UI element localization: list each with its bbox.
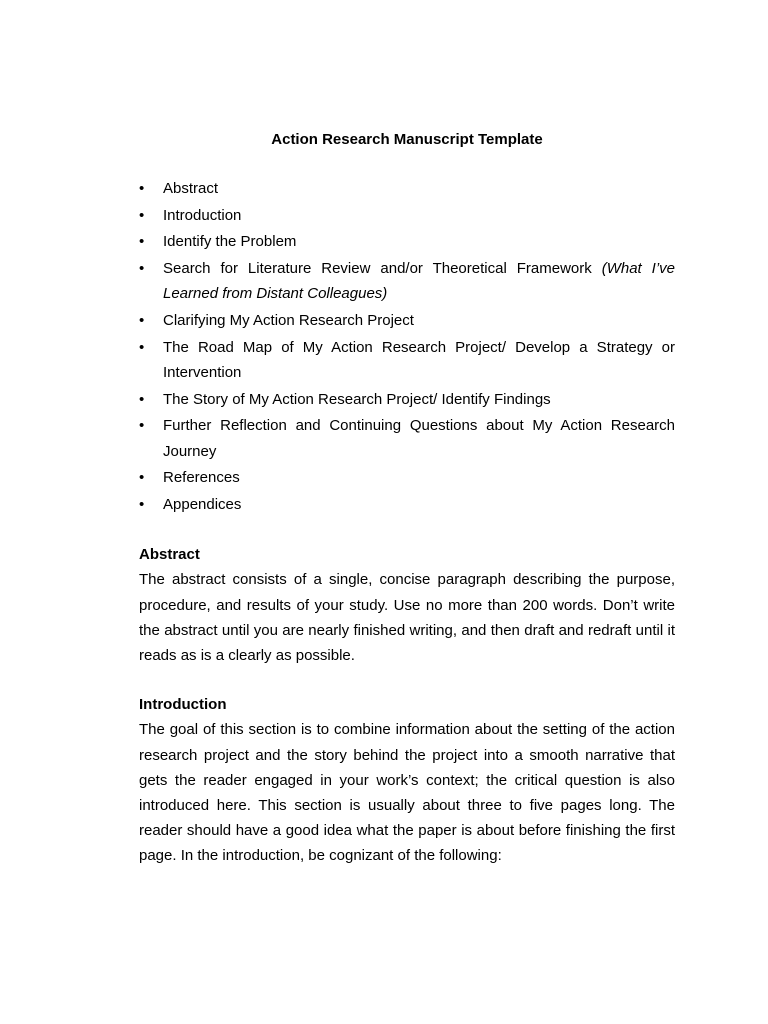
bullet-icon: • (139, 180, 145, 197)
outline-item (139, 335, 675, 385)
document-title: Action Research Manuscript Template (271, 131, 543, 148)
outline-item-text: Introduction (163, 206, 242, 224)
bullet-icon: • (139, 338, 145, 356)
bullet-icon: • (139, 260, 145, 278)
bullet-icon: • (139, 495, 145, 513)
outline-item-text: Appendices (163, 495, 242, 513)
outline-item-text: Identify the Problem (163, 233, 297, 251)
outline-item (139, 492, 675, 517)
bullet-icon: • (139, 417, 145, 435)
introduction-paragraph: The goal of this section is to combine information about the setting of the action research project and the story behind the project into a smooth narrative that gets the reader engaged in your work’s context; the critical question is also introduced here. This section is usually about three to five pages long. The reader should have a good idea what the paper is about before finishing the first page. In the introduction, be cognizant of the following: (139, 721, 675, 865)
outline-item-text: Further Reflection and Continuing Questions about My Action Research Journey (163, 417, 675, 460)
outline-item (139, 387, 675, 412)
outline-item-text: Abstract (163, 180, 219, 197)
outline-item-italic-note: (What I’ve Learned from Distant Colleagues) (163, 260, 675, 303)
outline-list (139, 176, 675, 517)
abstract-heading: Abstract (139, 546, 200, 564)
outline-item (139, 465, 675, 490)
outline-item (139, 256, 675, 306)
bullet-icon: • (139, 469, 145, 487)
introduction-heading: Introduction (139, 696, 227, 714)
outline-item (139, 229, 675, 254)
bullet-icon: • (139, 390, 145, 408)
bullet-icon: • (139, 312, 145, 330)
outline-item-text: Search for Literature Review and/or Theoretical Framework (163, 260, 602, 278)
outline-item (139, 176, 675, 201)
abstract-paragraph: The abstract consists of a single, concise paragraph describing the purpose, procedure, and results of your study. Use no more than 200 words. Don’t write the abstract until you are nearly finished writing, and then draft and redraft until it reads as is a clearly as possible. (139, 571, 675, 664)
outline-item-text: References (163, 469, 240, 487)
outline-item-text: Clarifying My Action Research Project (163, 312, 414, 330)
bullet-icon: • (139, 233, 145, 251)
bullet-icon: • (139, 206, 145, 224)
outline-item (139, 308, 675, 333)
outline-item (139, 203, 675, 228)
outline-item (139, 413, 675, 463)
outline-item-text: The Story of My Action Research Project/ Identify Findings (163, 390, 551, 408)
document-page (139, 129, 675, 893)
outline-item-text: The Road Map of My Action Research Project/ Develop a Strategy or Intervention (163, 338, 675, 381)
